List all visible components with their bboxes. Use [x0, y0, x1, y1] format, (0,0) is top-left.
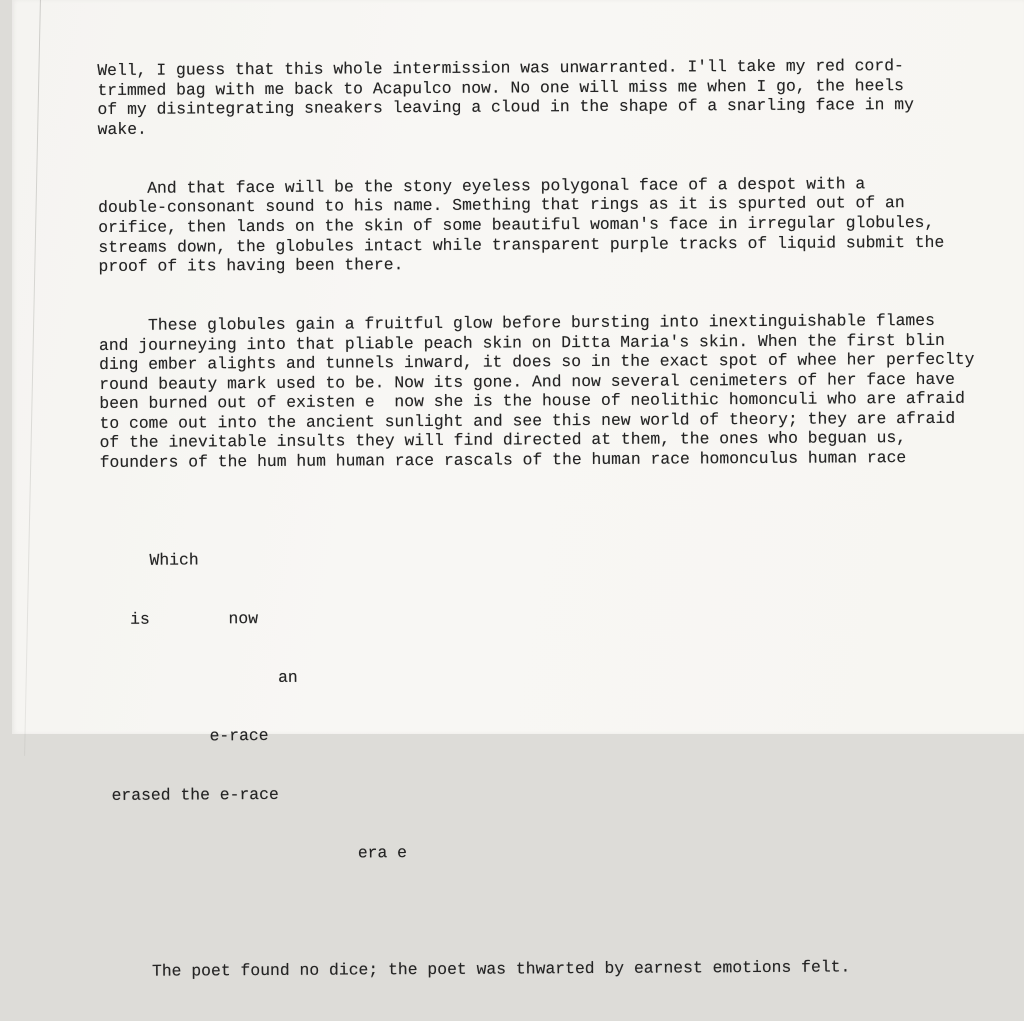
poem-line: era e — [102, 843, 408, 864]
poem-line: erased the e-race — [101, 785, 279, 806]
page — [12, 0, 1024, 981]
poem-line: e-race — [101, 726, 269, 747]
poem-line: Which — [100, 550, 199, 571]
paragraph-globules: These globules gain a fruitful glow before bursting into inextinguishable flames and journeying into that pliable peach skin on Ditta Maria's skin. When the first blin ding ember alights and tunnels inward, it does so in the exact spot of whee her perfeclty round beauty mark used to be. Now its gone. And now several cenimeters of her face have been burned out of existen e now she is the house of neolithic homonculi who are afraid to come out into the ancient sunlight and see this new world of theory; they are afraid of the inevitable insults they will find directed at them, the ones who beguan us, founders of the hum hum human race rascals of the human race homonculus human race — [98, 310, 975, 473]
paragraph-despot-face: And that face will be the stony eyeless polygonal face of a despot with a double-consonant sound to his name. Smething that rings as it is spurted out of an orifice, then lands on the skin of some beautiful woman's face in irregular globules, streams down, the globules intact while transparent purple tracks of liquid submit the proof of its having been there. — [97, 174, 945, 277]
typewritten-text — [97, 17, 1003, 1021]
poem-line: is now — [100, 608, 259, 629]
closing-line: The poet found no dice; the poet was thwarted by earnest emotions felt. — [102, 957, 851, 981]
concrete-poem — [100, 506, 1002, 903]
poem-line: an — [100, 667, 298, 688]
paragraph-intermission: Well, I guess that this whole intermission was unwarranted. I'll take my red cord- trimmed bag with me back to Acapulco now. No one will miss me when I go, the heels of my disintegrating sneakers leaving a cloud in the shape of a snarling face in my wake. — [97, 56, 914, 139]
scan-crease-line — [24, 0, 41, 756]
